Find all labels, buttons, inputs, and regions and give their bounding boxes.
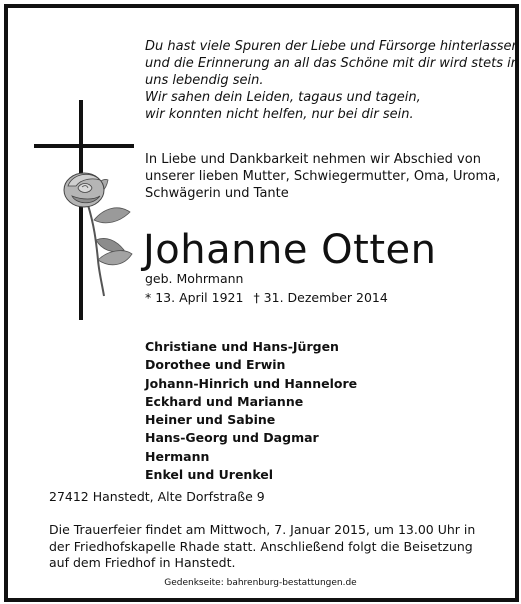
- farewell-intro: [145, 151, 505, 202]
- deceased-name: Johanne Otten: [143, 227, 437, 273]
- mourners-list: [145, 338, 357, 484]
- ceremony-line: Die Trauerfeier findet am Mittwoch, 7. Januar 2015, um 13.00 Uhr in: [49, 522, 476, 537]
- mourner-entry: Hans-Georg und Dagmar: [145, 430, 319, 446]
- memorial-poem: [145, 38, 520, 123]
- mourner-entry: Eckhard und Marianne: [145, 393, 304, 409]
- funeral-notice: [49, 522, 475, 572]
- death-date: † 31. Dezember 2014: [253, 290, 388, 305]
- birth-name: geb. Mohrmann: [145, 271, 244, 286]
- poem-line: und die Erinnerung an all das Schöne mit dir wird stets in: [145, 56, 519, 71]
- intro-line: In Liebe und Dankbarkeit nehmen wir Abschied von: [145, 152, 481, 167]
- memorial-page-link[interactable]: Gedenkseite: bahrenburg-bestattungen.de: [164, 578, 357, 588]
- family-address: 27412 Hanstedt, Alte Dorfstraße 9: [49, 489, 265, 504]
- poem-line: uns lebendig sein.: [145, 73, 264, 88]
- mourner-entry: Heiner und Sabine: [145, 412, 276, 428]
- birth-date: * 13. April 1921: [145, 290, 244, 305]
- ceremony-line: auf dem Friedhof in Hanstedt.: [49, 555, 236, 570]
- mourner-entry: Johann-Hinrich und Hannelore: [145, 375, 358, 391]
- mourner-entry: Dorothee und Erwin: [145, 357, 286, 373]
- poem-line: Du hast viele Spuren der Liebe und Fürsorge hinterlassen: [145, 39, 520, 54]
- poem-line: wir konnten nicht helfen, nur bei dir sein.: [145, 107, 414, 122]
- mourner-entry: Hermann: [145, 448, 210, 464]
- ceremony-line: der Friedhofskapelle Rhade statt. Anschließend folgt die Beisetzung: [49, 538, 473, 554]
- mourner-entry: Christiane und Hans-Jürgen: [145, 339, 339, 354]
- mourner-entry: Enkel und Urenkel: [145, 467, 274, 483]
- poem-line: Wir sahen dein Leiden, tagaus und tagein,: [145, 90, 421, 105]
- intro-line: unserer lieben Mutter, Schwiegermutter, Oma, Uroma,: [145, 169, 501, 184]
- cross-with-rose-icon: [32, 100, 142, 325]
- intro-line: Schwägerin und Tante: [145, 186, 289, 201]
- life-dates: [145, 290, 388, 306]
